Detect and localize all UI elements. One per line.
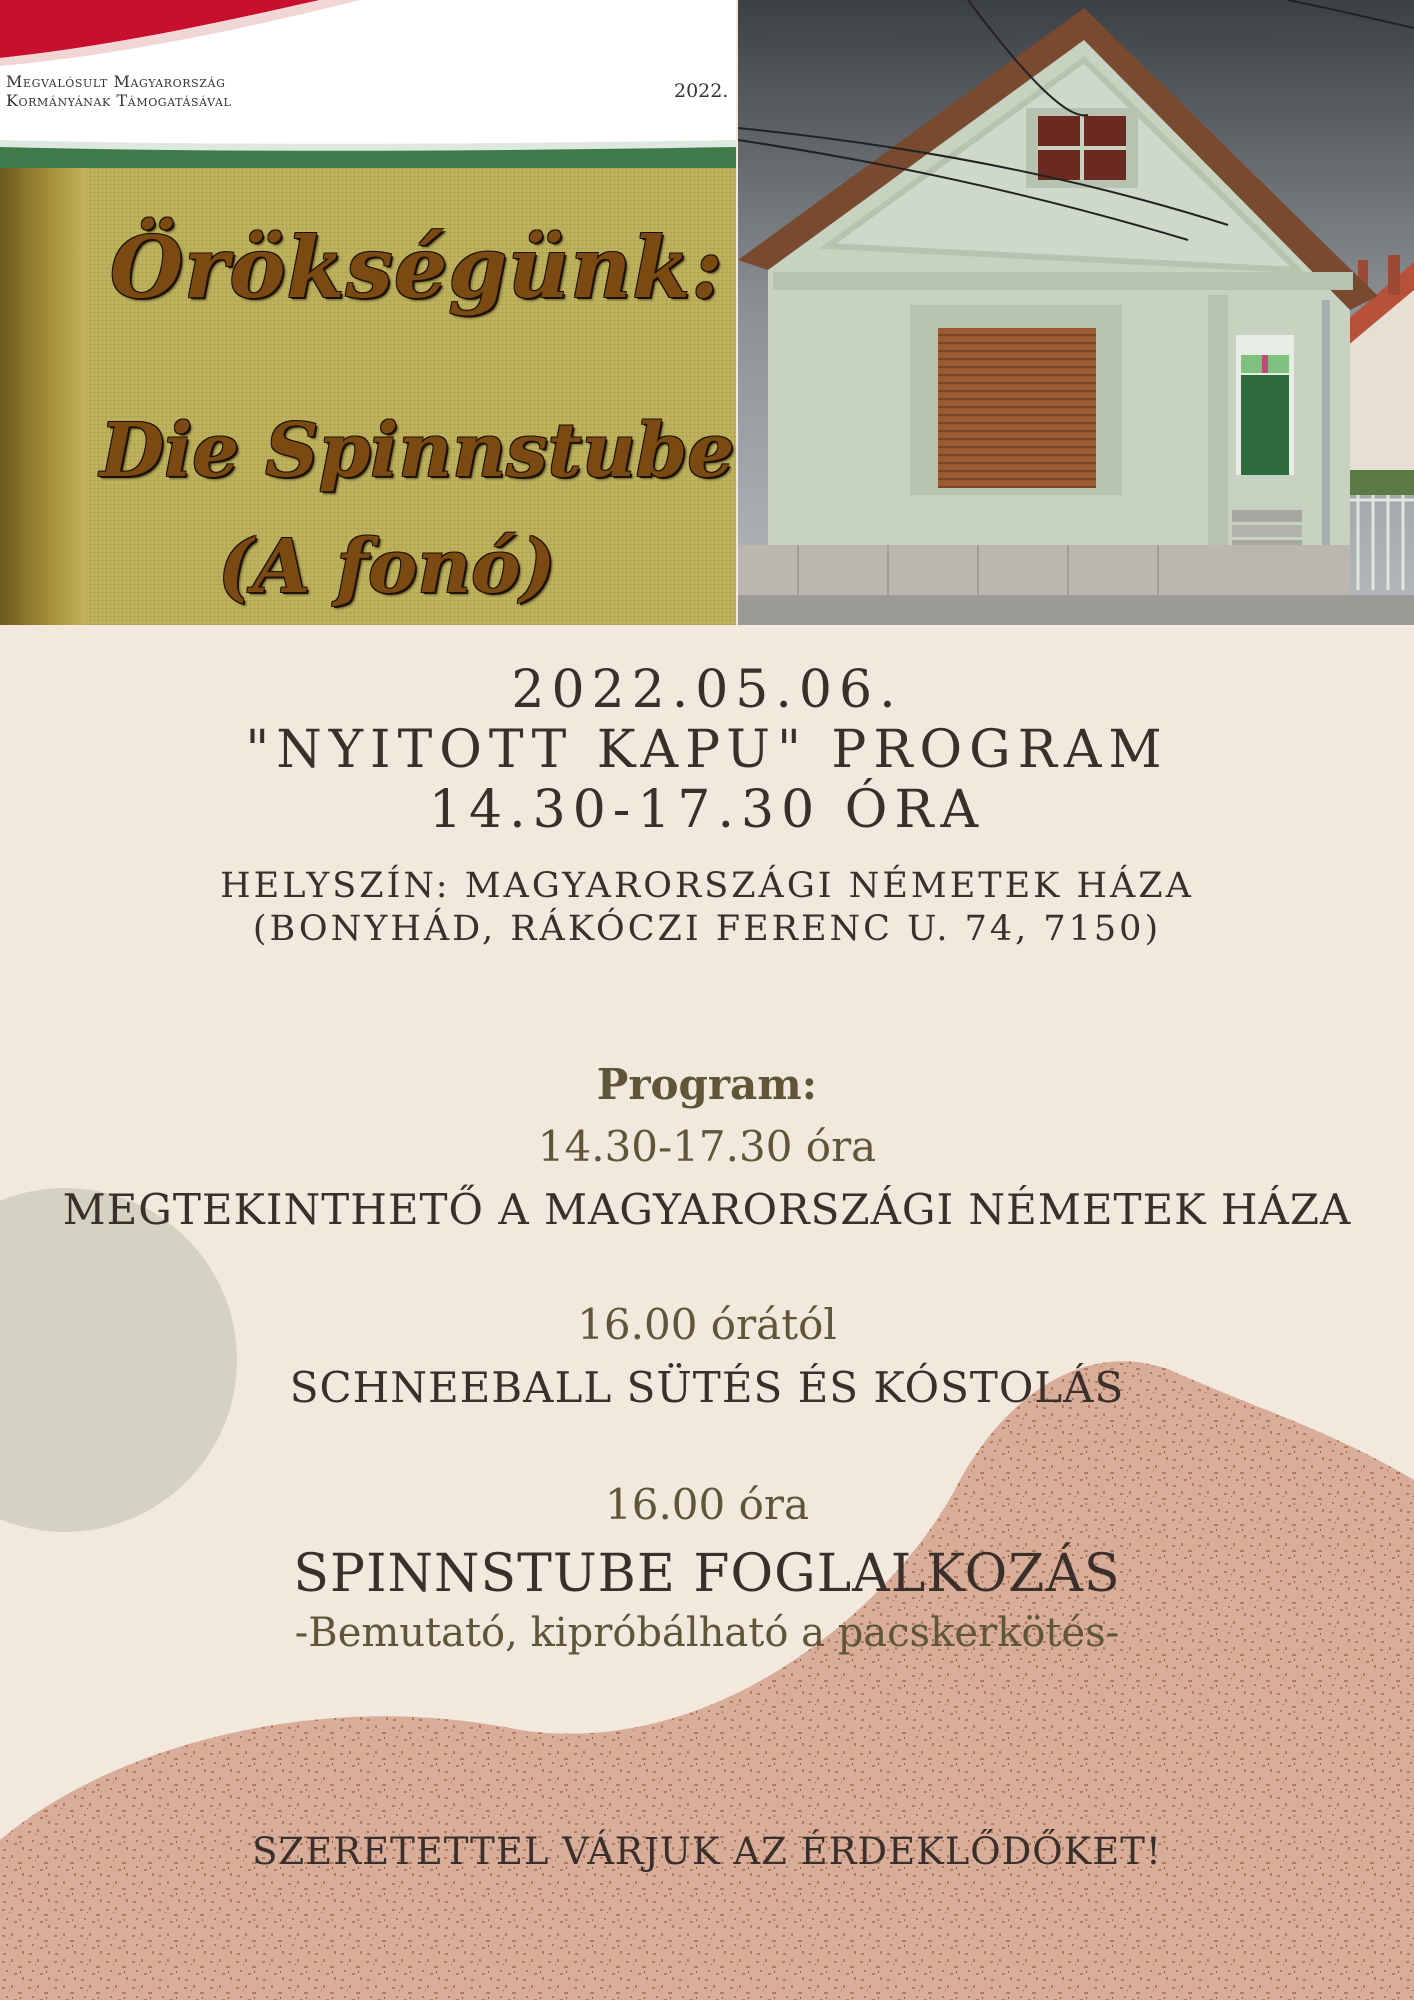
program-item-time: 14.30-17.30 óra: [537, 1122, 877, 1171]
event-address: (BONYHÁD, RÁKÓCZI FERENC U. 74, 7150): [252, 909, 1162, 949]
program-item-title: MEGTEKINTHETŐ A MAGYARORSZÁGI NÉMETEK HÁZA: [62, 1185, 1352, 1234]
cover-subtitle-hungarian: (A fonó): [218, 524, 556, 610]
gov-support-text-line1: Megvalósult Magyarország: [6, 72, 226, 91]
book-spine: [0, 168, 86, 625]
government-support-banner: [0, 0, 736, 168]
program-item-title: SPINNSTUBE FOGLALKOZÁS: [293, 1544, 1121, 1604]
event-time: 14.30-17.30 ÓRA: [428, 780, 986, 840]
program-item-time: 16.00 órától: [577, 1300, 837, 1349]
gov-support-text-line2: Kormányának Támogatásával: [6, 91, 232, 110]
decorative-blob: [0, 1361, 1414, 2000]
program-item-time: 16.00 óra: [605, 1480, 809, 1529]
closing-invitation: SZERETETTEL VÁRJUK AZ ÉRDEKLŐDŐKET!: [252, 1830, 1162, 1873]
book-cover-image: [0, 168, 736, 625]
program-item-note: -Bemutató, kipróbálható a pacskerkötés-: [294, 1610, 1120, 1656]
program-heading: Program:: [596, 1060, 818, 1109]
cover-subtitle-german: Die Spinnstube: [100, 408, 735, 494]
cover-title: Örökségünk:: [110, 218, 724, 317]
banner-year: 2022.: [674, 80, 729, 102]
program-item-title: SCHNEEBALL SÜTÉS ÉS KÓSTOLÁS: [289, 1363, 1125, 1412]
event-date: 2022.05.06.: [511, 660, 903, 720]
event-location: HELYSZÍN: MAGYARORSZÁGI NÉMETEK HÁZA: [220, 866, 1194, 906]
house-illustration: [738, 0, 1414, 625]
house-photo: [738, 0, 1414, 625]
event-name: "NYITOTT KAPU" PROGRAM: [245, 720, 1169, 780]
